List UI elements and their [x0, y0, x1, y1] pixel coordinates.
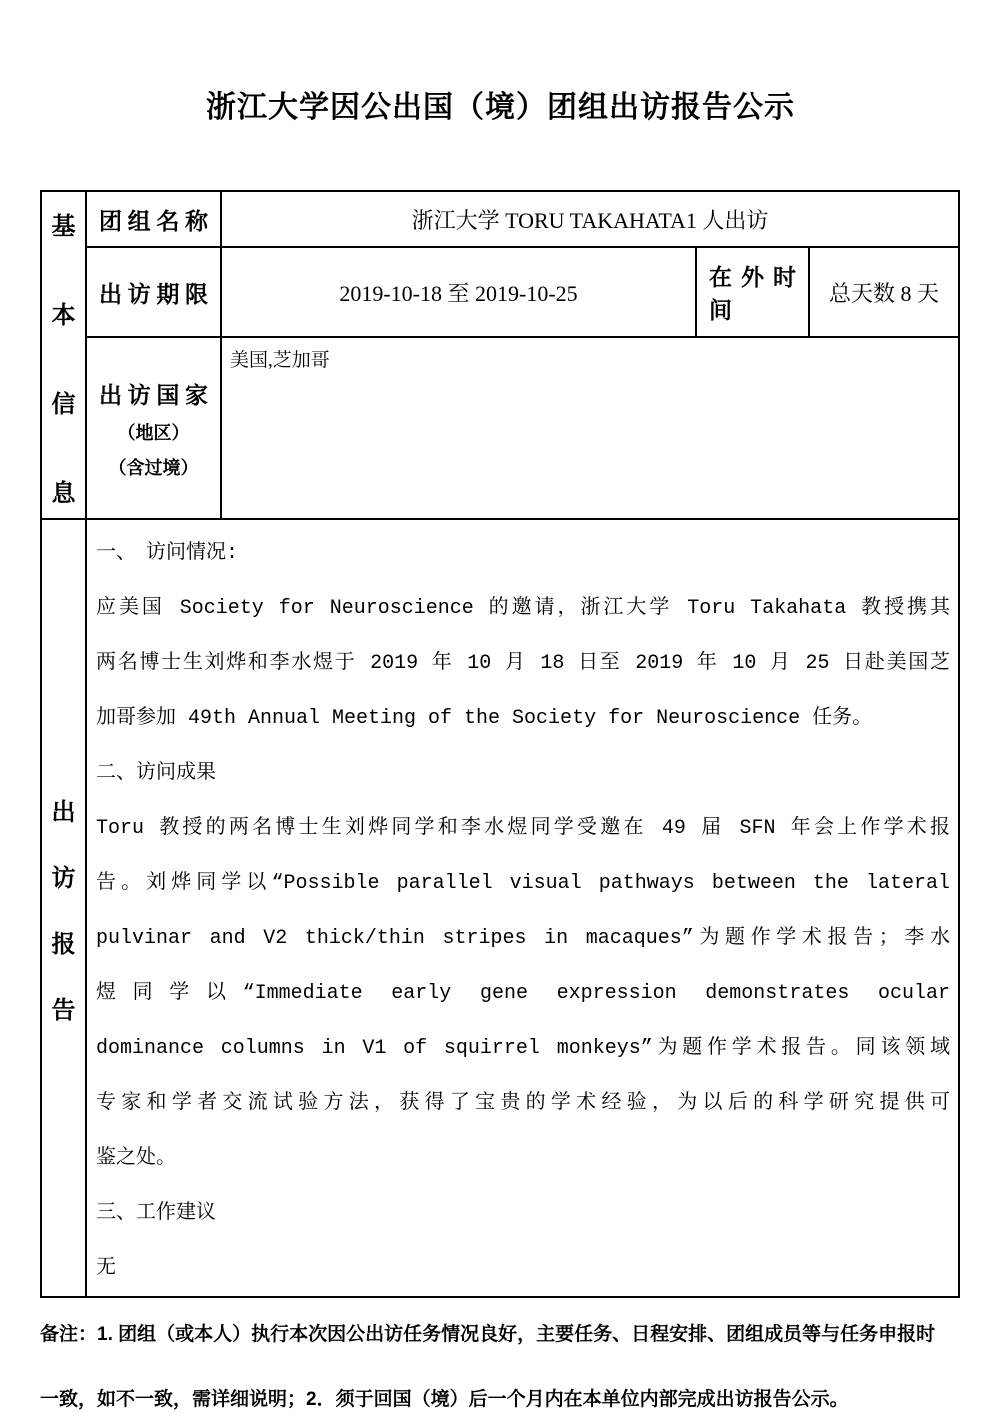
countries-label-cell [87, 338, 222, 520]
section-char: 访 [51, 864, 76, 892]
report-line: Toru 教授的两名博士生刘烨同学和李水煜同学受邀在 49 届 SFN 年会上作学术报 [96, 817, 950, 840]
section-char: 基 [51, 213, 76, 240]
section-label-visit-report [42, 520, 87, 1296]
group-name-label: 团组名称 [99, 207, 208, 234]
countries-value-cell [222, 338, 958, 520]
section-char: 本 [51, 302, 76, 329]
report-line: dominance columns in V1 of squirrel monkeys”为题作学术报告。同该领域 [96, 1037, 950, 1060]
section-char: 息 [51, 480, 76, 507]
abroad-time-label: 在外时间 [709, 264, 796, 323]
section-char: 报 [51, 930, 76, 958]
section-char: 告 [51, 996, 76, 1024]
report-line: 告。刘烨同学以“Possible parallel visual pathways between the lateral [96, 872, 950, 895]
section-char: 出 [51, 798, 76, 826]
visit-period-value-cell [222, 248, 697, 338]
report-line: 三、工作建议 [96, 1202, 216, 1225]
total-days-value-cell [810, 248, 958, 338]
countries-value: 美国,芝加哥 [230, 350, 330, 371]
report-line: 无 [96, 1257, 116, 1280]
countries-label-transit: （含过境） [108, 457, 199, 478]
remarks-line-2: 一致，如不一致，需详细说明；2．须于回国（境）后一个月内在本单位内部完成出访报告公示。 [40, 1389, 849, 1410]
report-line: pulvinar and V2 thick/thin stripes in macaques”为题作学术报告；李水 [96, 927, 950, 950]
section-char: 信 [51, 391, 76, 418]
remarks-line-1: 备注：1. 团组（或本人）执行本次因公出访任务情况良好，主要任务、日程安排、团组成员等与任务申报时 [40, 1324, 936, 1345]
report-line: 专家和学者交流试验方法，获得了宝贵的学术经验，为以后的科学研究提供可 [96, 1092, 950, 1115]
visit-period-label-cell [87, 248, 222, 338]
countries-label-region: （地区） [117, 422, 190, 443]
group-name-value-cell [222, 192, 958, 248]
abroad-time-label-cell [697, 248, 810, 338]
report-line: 鉴之处。 [96, 1147, 176, 1170]
report-line: 应美国 Society for Neuroscience 的邀请，浙江大学 Toru Takahata 教授携其 [96, 597, 950, 620]
report-line: 二、访问成果 [96, 762, 216, 785]
report-line: 加哥参加 49th Annual Meeting of the Society for Neuroscience 任务。 [96, 707, 873, 730]
report-table [40, 190, 960, 1298]
section-label-basic-info [42, 192, 87, 520]
visit-period-label: 出访期限 [99, 280, 208, 307]
report-line: 煜同学以“Immediate early gene expression demonstrates ocular [96, 982, 950, 1005]
group-name-value: 浙江大学 TORU TAKAHATA1 人出访 [411, 207, 769, 233]
page-title: 浙江大学因公出国（境）团组出访报告公示 [206, 91, 795, 124]
report-line: 一、 访问情况: [96, 542, 239, 565]
visit-report-body [87, 520, 958, 1296]
countries-label: 出访国家 [99, 381, 208, 408]
report-line: 两名博士生刘烨和李水煜于 2019 年 10 月 18 日至 2019 年 10 月 25 日赴美国芝 [96, 652, 950, 675]
total-days-value: 总天数 8 天 [828, 280, 939, 306]
group-name-label-cell [87, 192, 222, 248]
remarks-note [40, 1302, 958, 1428]
visit-period-value: 2019-10-18 至 2019-10-25 [339, 280, 578, 306]
